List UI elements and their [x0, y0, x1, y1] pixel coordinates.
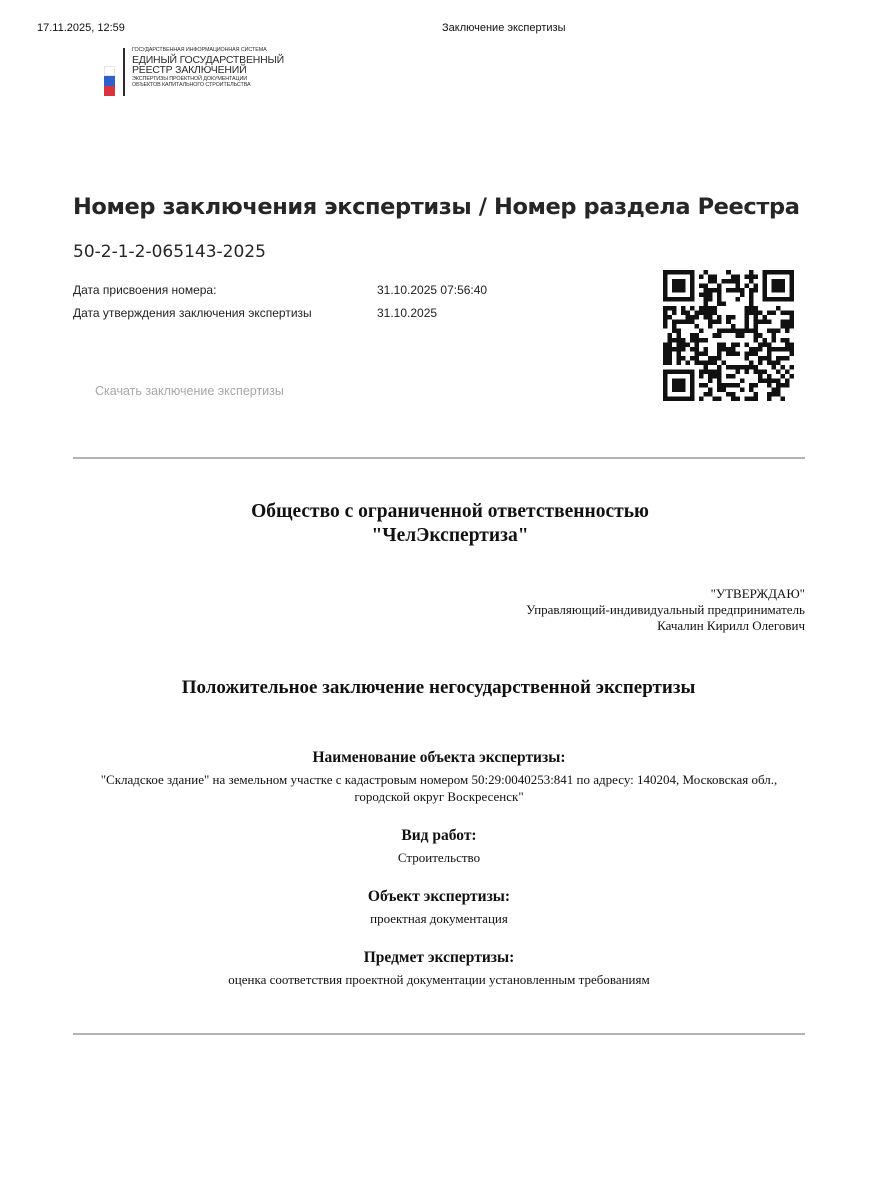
field-value: "Складское здание" на земельном участке с кадастровым номером 50:29:0040253:841 по адресу: 140204, Московская обл., городской округ Воскресенск"	[100, 772, 778, 804]
organization-line-1: Общество с ограниченной ответственностью	[251, 501, 649, 522]
field-heading: Предмет экспертизы:	[363, 949, 515, 966]
top-divider	[73, 457, 805, 459]
field-heading: Вид работ:	[401, 827, 477, 844]
expertise-object-field	[73, 887, 805, 927]
expertise-subject-field	[73, 948, 805, 988]
print-datetime: 17.11.2025, 12:59	[37, 22, 125, 34]
object-name-field	[73, 748, 805, 805]
logo-line-3: РЕЕСТР ЗАКЛЮЧЕНИЙ	[132, 64, 247, 77]
logo-text	[132, 48, 302, 90]
organization-name	[0, 500, 877, 548]
page-title: Номер заключения экспертизы / Номер раздела Реестра	[73, 194, 800, 220]
field-value: Строительство	[397, 850, 481, 865]
registry-logo	[104, 48, 294, 98]
conclusion-title: Положительное заключение негосударственной экспертизы	[181, 677, 696, 698]
bottom-divider	[73, 1033, 805, 1035]
logo-line-5: ОБЪЕКТОВ КАПИТАЛЬНОГО СТРОИТЕЛЬСТВА	[132, 81, 251, 88]
work-type-field	[73, 826, 805, 866]
approval-line-3: Качалин Кирилл Олегович	[657, 618, 805, 633]
russian-flag-icon	[104, 66, 115, 96]
field-heading: Наименование объекта экспертизы:	[312, 749, 566, 766]
field-heading: Объект экспертизы:	[367, 888, 511, 905]
qr-code-icon	[663, 270, 794, 401]
print-header	[0, 22, 877, 38]
print-page-title: Заключение экспертизы	[442, 22, 566, 34]
assignment-date-label: Дата присвоения номера:	[73, 283, 217, 297]
logo-line-4: ЭКСПЕРТИЗЫ ПРОЕКТНОЙ ДОКУМЕНТАЦИИ	[132, 76, 247, 83]
approval-date-value: 31.10.2025	[377, 306, 438, 320]
assignment-date-value: 31.10.2025 07:56:40	[377, 283, 488, 297]
field-value: проектная документация	[370, 911, 508, 926]
approval-date-label: Дата утверждения заключения экспертизы	[73, 306, 312, 320]
organization-line-2: "ЧелЭкспертиза"	[371, 525, 529, 546]
approval-block	[526, 586, 805, 634]
logo-divider	[123, 48, 125, 96]
approval-line-2: Управляющий-индивидуальный предприниматель	[526, 602, 805, 617]
logo-line-2: ЕДИНЫЙ ГОСУДАРСТВЕННЫЙ	[132, 54, 284, 67]
download-conclusion-link[interactable]: Скачать заключение экспертизы	[95, 384, 284, 398]
approval-line-1: "УТВЕРЖДАЮ"	[710, 586, 805, 601]
logo-line-1: ГОСУДАРСТВЕННАЯ ИНФОРМАЦИОННАЯ СИСТЕМА	[132, 47, 267, 53]
registry-number: 50-2-1-2-065143-2025	[73, 242, 266, 262]
field-value: оценка соответствия проектной документации установленным требованиям	[228, 972, 650, 987]
